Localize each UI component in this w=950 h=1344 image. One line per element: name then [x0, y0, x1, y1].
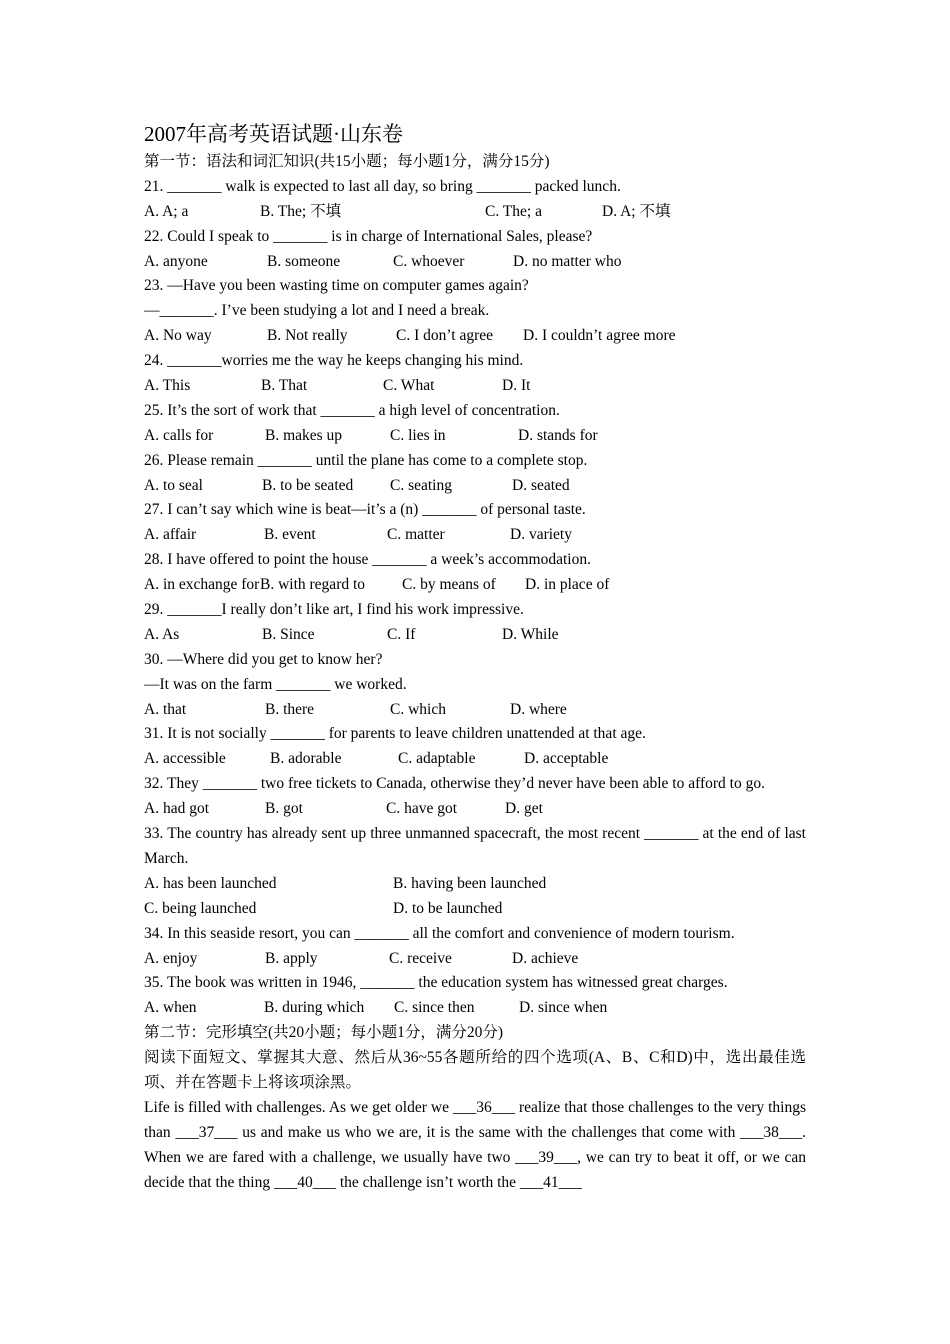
options-29	[144, 623, 806, 648]
options-34	[144, 947, 806, 972]
option-d: D. acceptable	[524, 750, 609, 768]
question-34: 34. In this seaside resort, you can _______ all the comfort and convenience of modern tourism.	[144, 924, 735, 942]
options-30	[144, 698, 806, 723]
option-c: C. adaptable	[398, 750, 476, 768]
option-d: D. seated	[512, 476, 570, 494]
option-d: D. While	[502, 625, 559, 643]
question-33: 33. The country has already sent up three unmanned spacecraft, the most recent _______ at the end of last March.	[144, 825, 806, 867]
option-b: B. got	[265, 800, 303, 818]
option-d: D. in place of	[525, 576, 610, 594]
options-27	[144, 523, 806, 548]
section2-heading: 第二节：完形填空(共20小题；每小题1分，满分20分)	[144, 1024, 504, 1042]
option-c: C. receive	[389, 949, 452, 967]
question-30-reply: —It was on the farm _______ we worked.	[144, 675, 407, 693]
option-d: D. variety	[510, 526, 572, 544]
option-b: B. Since	[262, 625, 315, 643]
option-b: B. to be seated	[262, 476, 354, 494]
options-33-ab	[144, 872, 806, 897]
option-a: A. to seal	[144, 476, 203, 494]
option-c: C. matter	[387, 526, 445, 544]
option-a: A. calls for	[144, 426, 214, 444]
question-25: 25. It’s the sort of work that _______ a high level of concentration.	[144, 401, 560, 419]
option-b: B. event	[264, 526, 316, 544]
cloze-instructions: 阅读下面短文、掌握其大意、然后从36~55各题所给的四个选项(A、B、C和D)中，选出最佳选项、并在答题卡上将该项涂黑。	[144, 1049, 806, 1092]
options-22	[144, 250, 806, 275]
question-30: 30. —Where did you get to know her?	[144, 650, 383, 668]
question-24: 24. _______worries me the way he keeps changing his mind.	[144, 352, 524, 370]
options-28	[144, 573, 806, 598]
option-d: D. no matter who	[513, 252, 622, 270]
option-a: A. This	[144, 377, 191, 395]
option-b: B. during which	[264, 999, 365, 1017]
question-23-reply: —_______. I’ve been studying a lot and I need a break.	[144, 302, 490, 320]
option-c: C. whoever	[393, 252, 465, 270]
option-a: A. when	[144, 999, 197, 1017]
page-title: 2007年高考英语试题·山东卷	[144, 122, 403, 146]
options-26	[144, 474, 806, 499]
option-b: B. there	[265, 700, 315, 718]
question-32: 32. They _______ two free tickets to Canada, otherwise they’d never have been able to afford to go.	[144, 775, 765, 793]
option-b: B. adorable	[270, 750, 342, 768]
option-a: A. enjoy	[144, 949, 198, 967]
option-d: D. stands for	[518, 426, 598, 444]
question-27: 27. I can’t say which wine is beat—it’s a (n) _______ of personal taste.	[144, 501, 586, 519]
options-35	[144, 996, 806, 1021]
option-c: C. since then	[394, 999, 475, 1017]
option-c: C. If	[387, 625, 416, 643]
option-d: D. since when	[519, 999, 608, 1017]
option-b: B. with regard to	[260, 576, 366, 594]
option-a: A. in exchange for	[144, 576, 260, 594]
option-b: B. Not really	[267, 327, 348, 345]
question-22: 22. Could I speak to _______ is in charge of International Sales, please?	[144, 227, 593, 245]
question-23: 23. —Have you been wasting time on computer games again?	[144, 277, 529, 295]
option-b: B. The; 不填	[260, 202, 342, 220]
option-a: A. anyone	[144, 252, 208, 270]
option-d: D. achieve	[512, 949, 579, 967]
cloze-passage: Life is filled with challenges. As we get older we ___36___ realize that those challenges to the very things than ___37___ us and make us who we are, it is the same with the challenges that come with ___38___. When we are fared with a challenge, we usually have two ___39___, we can try to beat it off, or we can decide that the thing ___40___ the challenge isn’t worth the ___41___	[144, 1098, 806, 1191]
option-d: D. A; 不填	[602, 202, 671, 220]
question-29: 29. _______I really don’t like art, I find his work impressive.	[144, 601, 524, 619]
option-d: D. get	[505, 800, 543, 818]
question-28: 28. I have offered to point the house _______ a week’s accommodation.	[144, 551, 591, 569]
section1-heading: 第一节：语法和词汇知识(共15小题；每小题1分，满分15分)	[144, 153, 550, 170]
options-31	[144, 747, 806, 772]
option-b: B. That	[261, 377, 308, 395]
option-c: C. I don’t agree	[396, 327, 493, 345]
exam-page	[144, 118, 806, 1196]
option-c: C. The; a	[485, 202, 542, 220]
options-32	[144, 797, 806, 822]
option-a: A. No way	[144, 327, 212, 345]
option-a: A. that	[144, 700, 187, 718]
option-b: B. apply	[265, 949, 318, 967]
options-25	[144, 424, 806, 449]
option-b: B. makes up	[265, 426, 343, 444]
option-c: C. being launched	[144, 899, 257, 917]
question-26: 26. Please remain _______ until the plane has come to a complete stop.	[144, 451, 588, 469]
option-b: B. someone	[267, 252, 341, 270]
question-35: 35. The book was written in 1946, _______ the education system has witnessed great charges.	[144, 974, 728, 992]
option-d: D. to be launched	[393, 899, 503, 917]
option-c: C. lies in	[390, 426, 446, 444]
option-c: C. What	[383, 377, 435, 395]
option-d: D. It	[502, 377, 531, 395]
option-c: C. have got	[386, 800, 458, 818]
options-21	[144, 200, 806, 225]
option-a: A. had got	[144, 800, 210, 818]
option-d: D. I couldn’t agree more	[523, 327, 676, 345]
options-24	[144, 374, 806, 399]
option-a: A. A; a	[144, 202, 189, 220]
option-a: A. affair	[144, 526, 197, 544]
question-21: 21. _______ walk is expected to last all day, so bring _______ packed lunch.	[144, 177, 621, 195]
option-c: C. seating	[390, 476, 452, 494]
option-d: D. where	[510, 700, 567, 718]
option-a: A. accessible	[144, 750, 226, 768]
option-c: C. which	[390, 700, 446, 718]
options-33-cd	[144, 897, 806, 922]
option-a: A. has been launched	[144, 874, 277, 892]
options-23	[144, 324, 806, 349]
option-c: C. by means of	[402, 576, 496, 594]
option-a: A. As	[144, 625, 180, 643]
question-31: 31. It is not socially _______ for parents to leave children unattended at that age.	[144, 725, 646, 743]
option-b: B. having been launched	[393, 874, 547, 892]
